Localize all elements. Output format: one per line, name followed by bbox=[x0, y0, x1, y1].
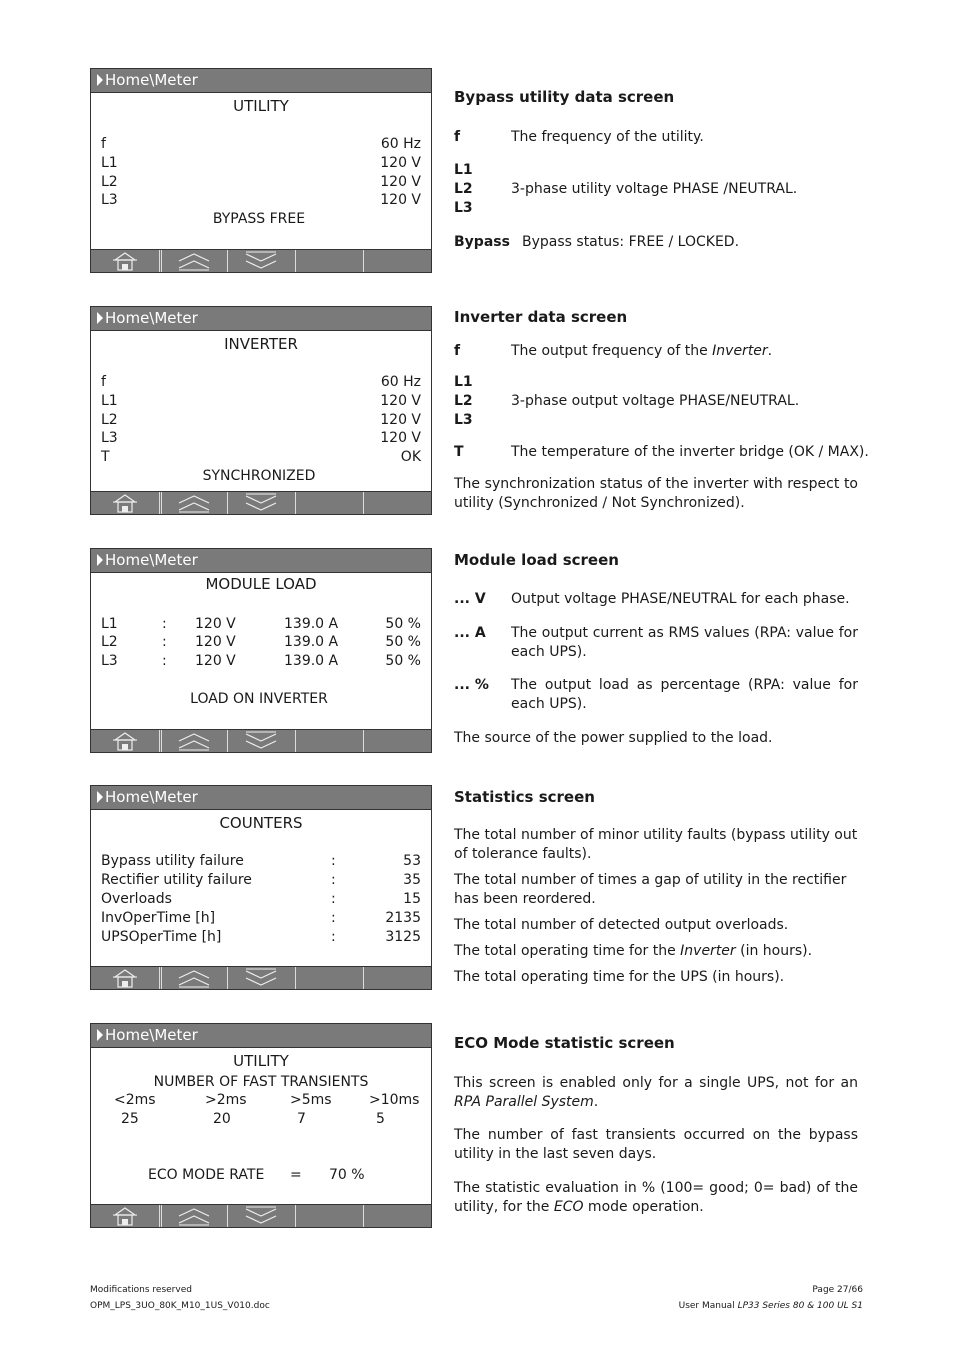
home-icon bbox=[91, 492, 159, 514]
scroll-up-button[interactable] bbox=[162, 492, 227, 514]
term-description: Bypass status: FREE / LOCKED. bbox=[522, 234, 740, 250]
term-label: L1 bbox=[454, 374, 473, 390]
term-label: L2 bbox=[454, 393, 473, 409]
double-chevron-down-icon bbox=[228, 250, 294, 272]
softkey-4[interactable] bbox=[296, 1205, 363, 1227]
counter-label: Rectifier utility failure bbox=[101, 872, 252, 888]
term-label: L3 bbox=[454, 200, 473, 216]
term-description: 3-phase utility voltage PHASE /NEUTRAL. bbox=[511, 181, 798, 197]
softkey-5[interactable] bbox=[364, 1205, 431, 1227]
term-label: ... % bbox=[454, 677, 489, 693]
play-icon bbox=[97, 312, 103, 324]
section-heading: Statistics screen bbox=[454, 788, 595, 806]
home-icon bbox=[91, 967, 159, 989]
footer-filename: OPM_LPS_3UO_80K_M10_1US_V010.doc bbox=[90, 1301, 270, 1311]
counter-value: 15 bbox=[403, 891, 421, 907]
row-label: T bbox=[101, 449, 110, 465]
scroll-up-button[interactable] bbox=[162, 1205, 227, 1227]
voltage-value: 120 V bbox=[195, 616, 236, 632]
paragraph: The synchronization status of the inverter with respect to utility (Synchronized / Not Synchronized). bbox=[454, 476, 858, 511]
screen-title: UTILITY bbox=[233, 97, 289, 115]
softkey-5[interactable] bbox=[364, 492, 431, 514]
percent-value: 50 % bbox=[385, 653, 421, 669]
scroll-up-button[interactable] bbox=[162, 250, 227, 272]
counter-label: UPSOperTime [h] bbox=[101, 929, 222, 945]
home-button[interactable] bbox=[91, 1205, 159, 1227]
row-value: OK bbox=[400, 449, 421, 465]
double-chevron-up-icon bbox=[162, 967, 227, 989]
status-text: BYPASS FREE bbox=[212, 211, 306, 227]
section-heading: ECO Mode statistic screen bbox=[454, 1034, 675, 1052]
term-label: T bbox=[454, 444, 464, 460]
term-description: The output frequency of the Inverter. bbox=[511, 343, 773, 359]
softkey-bar bbox=[91, 249, 431, 272]
breadcrumb: Home\Meter bbox=[105, 788, 198, 806]
separator: : bbox=[331, 853, 336, 869]
screen-title: MODULE LOAD bbox=[205, 575, 317, 593]
double-chevron-up-icon bbox=[162, 730, 227, 752]
paragraph: The total number of minor utility faults (bypass utility out of tolerance faults). bbox=[454, 827, 858, 862]
paragraph: The total operating time for the Inverter (in hours). bbox=[454, 943, 813, 959]
percent-value: 50 % bbox=[385, 616, 421, 632]
inverter-screen bbox=[90, 306, 432, 515]
breadcrumb: Home\Meter bbox=[105, 1026, 198, 1044]
screen-title: UTILITY bbox=[233, 1052, 289, 1070]
paragraph: The number of fast transients occurred on the bypass utility in the last seven days. bbox=[454, 1127, 858, 1162]
scroll-up-button[interactable] bbox=[162, 967, 227, 989]
screen-header bbox=[91, 1024, 431, 1048]
percent-value: 50 % bbox=[385, 634, 421, 650]
double-chevron-down-icon bbox=[228, 730, 294, 752]
softkey-bar bbox=[91, 729, 431, 752]
bin-value: 5 bbox=[376, 1111, 385, 1127]
row-label: L1 bbox=[101, 393, 118, 409]
voltage-value: 120 V bbox=[195, 634, 236, 650]
row-label: f bbox=[101, 374, 106, 390]
counter-value: 2135 bbox=[385, 910, 421, 926]
section-heading: Bypass utility data screen bbox=[454, 88, 675, 106]
row-value: 120 V bbox=[380, 393, 421, 409]
eco-rate-equals: = bbox=[290, 1167, 302, 1183]
status-text: SYNCHRONIZED bbox=[202, 468, 316, 484]
term-label: ... V bbox=[454, 591, 486, 607]
voltage-value: 120 V bbox=[195, 653, 236, 669]
bin-label: >2ms bbox=[205, 1092, 247, 1108]
eco-rate-label: ECO MODE RATE bbox=[148, 1167, 265, 1183]
row-label: L3 bbox=[101, 192, 118, 208]
term-label: f bbox=[454, 129, 461, 145]
status-text: LOAD ON INVERTER bbox=[190, 691, 328, 707]
scroll-down-button[interactable] bbox=[228, 250, 294, 272]
bin-label: >5ms bbox=[290, 1092, 332, 1108]
page-number: Page 27/66 bbox=[812, 1285, 863, 1295]
utility-screen bbox=[90, 68, 432, 273]
row-label: L2 bbox=[101, 174, 118, 190]
section-heading: Inverter data screen bbox=[454, 308, 628, 326]
row-value: 60 Hz bbox=[380, 374, 421, 390]
home-button[interactable] bbox=[91, 492, 159, 514]
home-icon bbox=[91, 1205, 159, 1227]
softkey-bar bbox=[91, 491, 431, 514]
screen-header bbox=[91, 549, 431, 573]
scroll-down-button[interactable] bbox=[228, 967, 294, 989]
double-chevron-down-icon bbox=[228, 492, 294, 514]
counter-label: Bypass utility failure bbox=[101, 853, 244, 869]
breadcrumb: Home\Meter bbox=[105, 71, 198, 89]
home-icon bbox=[91, 250, 159, 272]
row-value: 120 V bbox=[380, 412, 421, 428]
screen-header bbox=[91, 786, 431, 810]
paragraph: The source of the power supplied to the load. bbox=[454, 730, 773, 746]
term-description: The temperature of the inverter bridge (OK / MAX). bbox=[511, 444, 869, 460]
separator: : bbox=[162, 634, 167, 650]
screen-subtitle: NUMBER OF FAST TRANSIENTS bbox=[153, 1074, 369, 1090]
row-label: L2 bbox=[101, 412, 118, 428]
screen-title: INVERTER bbox=[224, 335, 298, 353]
current-value: 139.0 A bbox=[284, 634, 339, 650]
eco-rate-value: 70 % bbox=[329, 1167, 365, 1183]
term-description: The frequency of the utility. bbox=[511, 129, 704, 145]
counter-value: 3125 bbox=[385, 929, 421, 945]
term-description: The output current as RMS values (RPA: value for each UPS). bbox=[511, 625, 858, 660]
softkey-4[interactable] bbox=[296, 492, 363, 514]
scroll-down-button[interactable] bbox=[228, 1205, 294, 1227]
row-value: 120 V bbox=[380, 155, 421, 171]
screen-title: COUNTERS bbox=[219, 814, 303, 832]
section-heading: Module load screen bbox=[454, 551, 619, 569]
softkey-bar bbox=[91, 1204, 431, 1227]
row-value: 60 Hz bbox=[380, 136, 421, 152]
breadcrumb: Home\Meter bbox=[105, 309, 198, 327]
softkey-4[interactable] bbox=[296, 967, 363, 989]
module-load-screen bbox=[90, 548, 432, 753]
home-icon bbox=[91, 730, 159, 752]
softkey-4[interactable] bbox=[296, 250, 363, 272]
double-chevron-up-icon bbox=[162, 492, 227, 514]
softkey-bar bbox=[91, 966, 431, 989]
term-label: Bypass bbox=[454, 234, 510, 250]
counter-label: InvOperTime [h] bbox=[101, 910, 216, 926]
row-label: L3 bbox=[101, 430, 118, 446]
term-description: Output voltage PHASE/NEUTRAL for each phase. bbox=[511, 591, 850, 607]
bin-label: >10ms bbox=[369, 1092, 420, 1108]
row-label: L1 bbox=[101, 155, 118, 171]
term-label: ... A bbox=[454, 625, 486, 641]
home-button[interactable] bbox=[91, 250, 159, 272]
play-icon bbox=[97, 554, 103, 566]
row-label: f bbox=[101, 136, 106, 152]
footer-note: Modifications reserved bbox=[90, 1285, 192, 1295]
separator: : bbox=[331, 891, 336, 907]
row-value: 120 V bbox=[380, 430, 421, 446]
current-value: 139.0 A bbox=[284, 616, 339, 632]
double-chevron-up-icon bbox=[162, 1205, 227, 1227]
softkey-5[interactable] bbox=[364, 967, 431, 989]
play-icon bbox=[97, 74, 103, 86]
bin-value: 7 bbox=[297, 1111, 306, 1127]
phase-label: L2 bbox=[101, 634, 118, 650]
separator: : bbox=[162, 616, 167, 632]
term-label: L1 bbox=[454, 162, 473, 178]
breadcrumb: Home\Meter bbox=[105, 551, 198, 569]
softkey-5[interactable] bbox=[364, 730, 431, 752]
home-button[interactable] bbox=[91, 730, 159, 752]
play-icon bbox=[97, 1029, 103, 1041]
screen-header bbox=[91, 69, 431, 93]
eco-statistics-screen bbox=[90, 1023, 432, 1228]
counter-value: 53 bbox=[403, 853, 421, 869]
separator: : bbox=[331, 872, 336, 888]
double-chevron-up-icon bbox=[162, 250, 227, 272]
phase-label: L1 bbox=[101, 616, 118, 632]
counter-label: Overloads bbox=[101, 891, 172, 907]
bin-value: 20 bbox=[213, 1111, 231, 1127]
phase-label: L3 bbox=[101, 653, 118, 669]
term-description: The output load as percentage (RPA: value for each UPS). bbox=[511, 677, 858, 712]
screen-header bbox=[91, 307, 431, 331]
play-icon bbox=[97, 791, 103, 803]
paragraph: The total number of detected output overloads. bbox=[454, 917, 789, 933]
term-label: L3 bbox=[454, 412, 473, 428]
counters-screen bbox=[90, 785, 432, 990]
scroll-down-button[interactable] bbox=[228, 492, 294, 514]
softkey-5[interactable] bbox=[364, 250, 431, 272]
softkey-4[interactable] bbox=[296, 730, 363, 752]
paragraph: This screen is enabled only for a single UPS, not for an RPA Parallel System. bbox=[454, 1075, 858, 1110]
counter-value: 35 bbox=[403, 872, 421, 888]
current-value: 139.0 A bbox=[284, 653, 339, 669]
row-value: 120 V bbox=[380, 174, 421, 190]
separator: : bbox=[331, 929, 336, 945]
scroll-up-button[interactable] bbox=[162, 730, 227, 752]
term-label: f bbox=[454, 343, 461, 359]
home-button[interactable] bbox=[91, 967, 159, 989]
double-chevron-down-icon bbox=[228, 1205, 294, 1227]
term-description: 3-phase output voltage PHASE/NEUTRAL. bbox=[511, 393, 800, 409]
manual-title: User Manual LP33 Series 80 & 100 UL S1 bbox=[678, 1301, 863, 1311]
scroll-down-button[interactable] bbox=[228, 730, 294, 752]
row-value: 120 V bbox=[380, 192, 421, 208]
paragraph: The total number of times a gap of utility in the rectifier has been reordered. bbox=[454, 872, 847, 907]
bin-label: <2ms bbox=[114, 1092, 156, 1108]
paragraph: The statistic evaluation in % (100= good; 0= bad) of the utility, for the ECO mode operation. bbox=[454, 1180, 858, 1215]
term-label: L2 bbox=[454, 181, 473, 197]
double-chevron-down-icon bbox=[228, 967, 294, 989]
paragraph: The total operating time for the UPS (in hours). bbox=[454, 969, 785, 985]
bin-value: 25 bbox=[121, 1111, 139, 1127]
separator: : bbox=[162, 653, 167, 669]
separator: : bbox=[331, 910, 336, 926]
